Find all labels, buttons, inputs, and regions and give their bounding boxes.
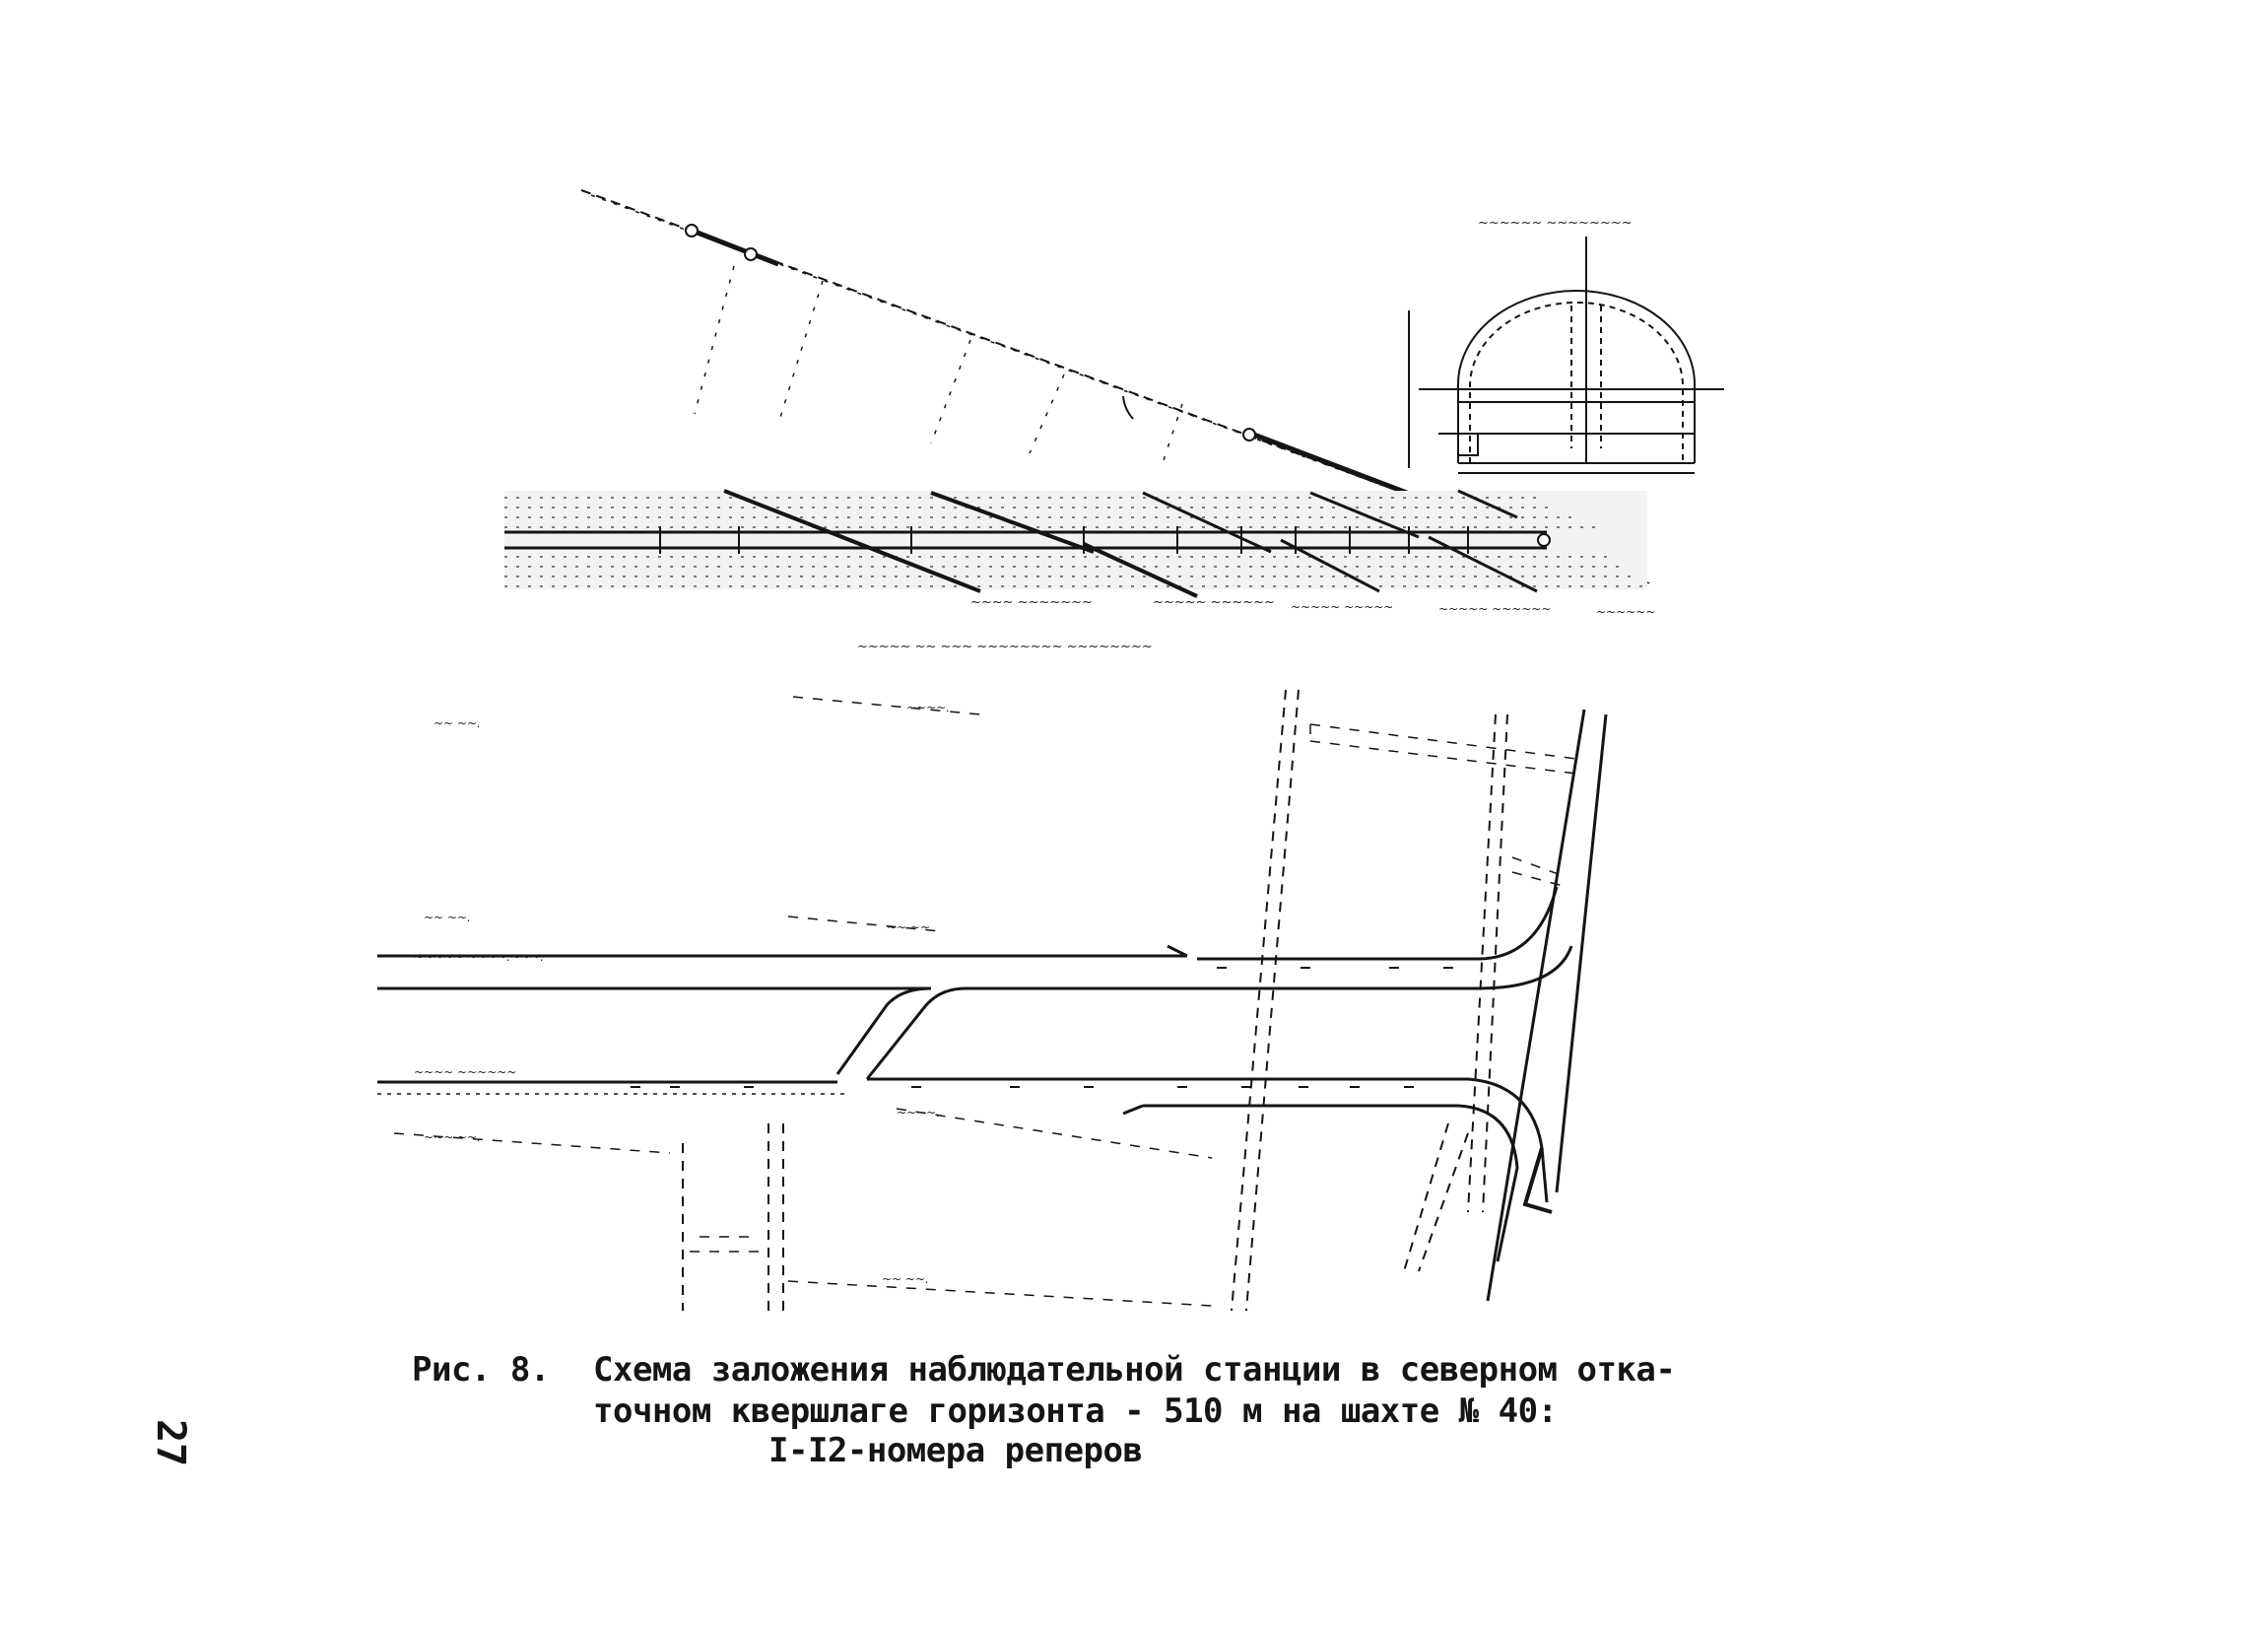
- svg-text:~~ ~~.: ~~ ~~.: [887, 920, 934, 934]
- svg-text:~~~~.: ~~~~.: [897, 1106, 941, 1120]
- caption-line-2: точном квершлаге горизонта - 510 м на шахте № 40:: [593, 1391, 1558, 1431]
- svg-text:~~~~~~ ~~~~~~~~: ~~~~~~ ~~~~~~~~: [1478, 216, 1633, 231]
- caption-line-3: I-I2-номера реперов: [768, 1431, 1143, 1470]
- figure-number: Рис. 8.: [412, 1350, 550, 1390]
- svg-text:~~~~~ ~~~~.~~~.: ~~~~~ ~~~~.~~~.: [414, 950, 545, 964]
- svg-text:~~~~~~: ~~~~~~: [1596, 605, 1656, 619]
- svg-text:~~ ~~.: ~~ ~~.: [434, 716, 481, 730]
- page-number: 27: [148, 1419, 193, 1467]
- svg-text:~~ ~~.: ~~ ~~.: [882, 1272, 929, 1286]
- caption-line-1: Схема заложения наблюдательной станции в северном отка-: [593, 1350, 1676, 1390]
- svg-text:~~~~~ ~~~~~~: ~~~~~ ~~~~~~: [1438, 602, 1552, 616]
- tunnel-cross-section: [1409, 237, 1724, 473]
- svg-text:~~~~.: ~~~~.: [906, 701, 951, 714]
- svg-text:~~ ~~.: ~~ ~~.: [424, 911, 471, 924]
- profile-section: [504, 190, 1655, 596]
- svg-text:~~~~~ ~~~~~~: ~~~~~ ~~~~~~: [1153, 595, 1275, 610]
- svg-text:~~~~ ~~~~~~~: ~~~~ ~~~~~~~: [970, 595, 1093, 610]
- svg-text:~~~ ~~.: ~~~ ~~.: [424, 1130, 481, 1144]
- svg-text:~~~~ ~~~~~~: ~~~~ ~~~~~~: [414, 1065, 517, 1079]
- svg-text:~~~~~ ~~~~~: ~~~~~ ~~~~~: [1291, 600, 1394, 614]
- svg-text:~~~~~ ~~ ~~~ ~~~~~~~~ ~~~~~~~~: ~~~~~ ~~ ~~~ ~~~~~~~~ ~~~~~~~~: [857, 640, 1153, 654]
- plan-section: [377, 690, 1606, 1311]
